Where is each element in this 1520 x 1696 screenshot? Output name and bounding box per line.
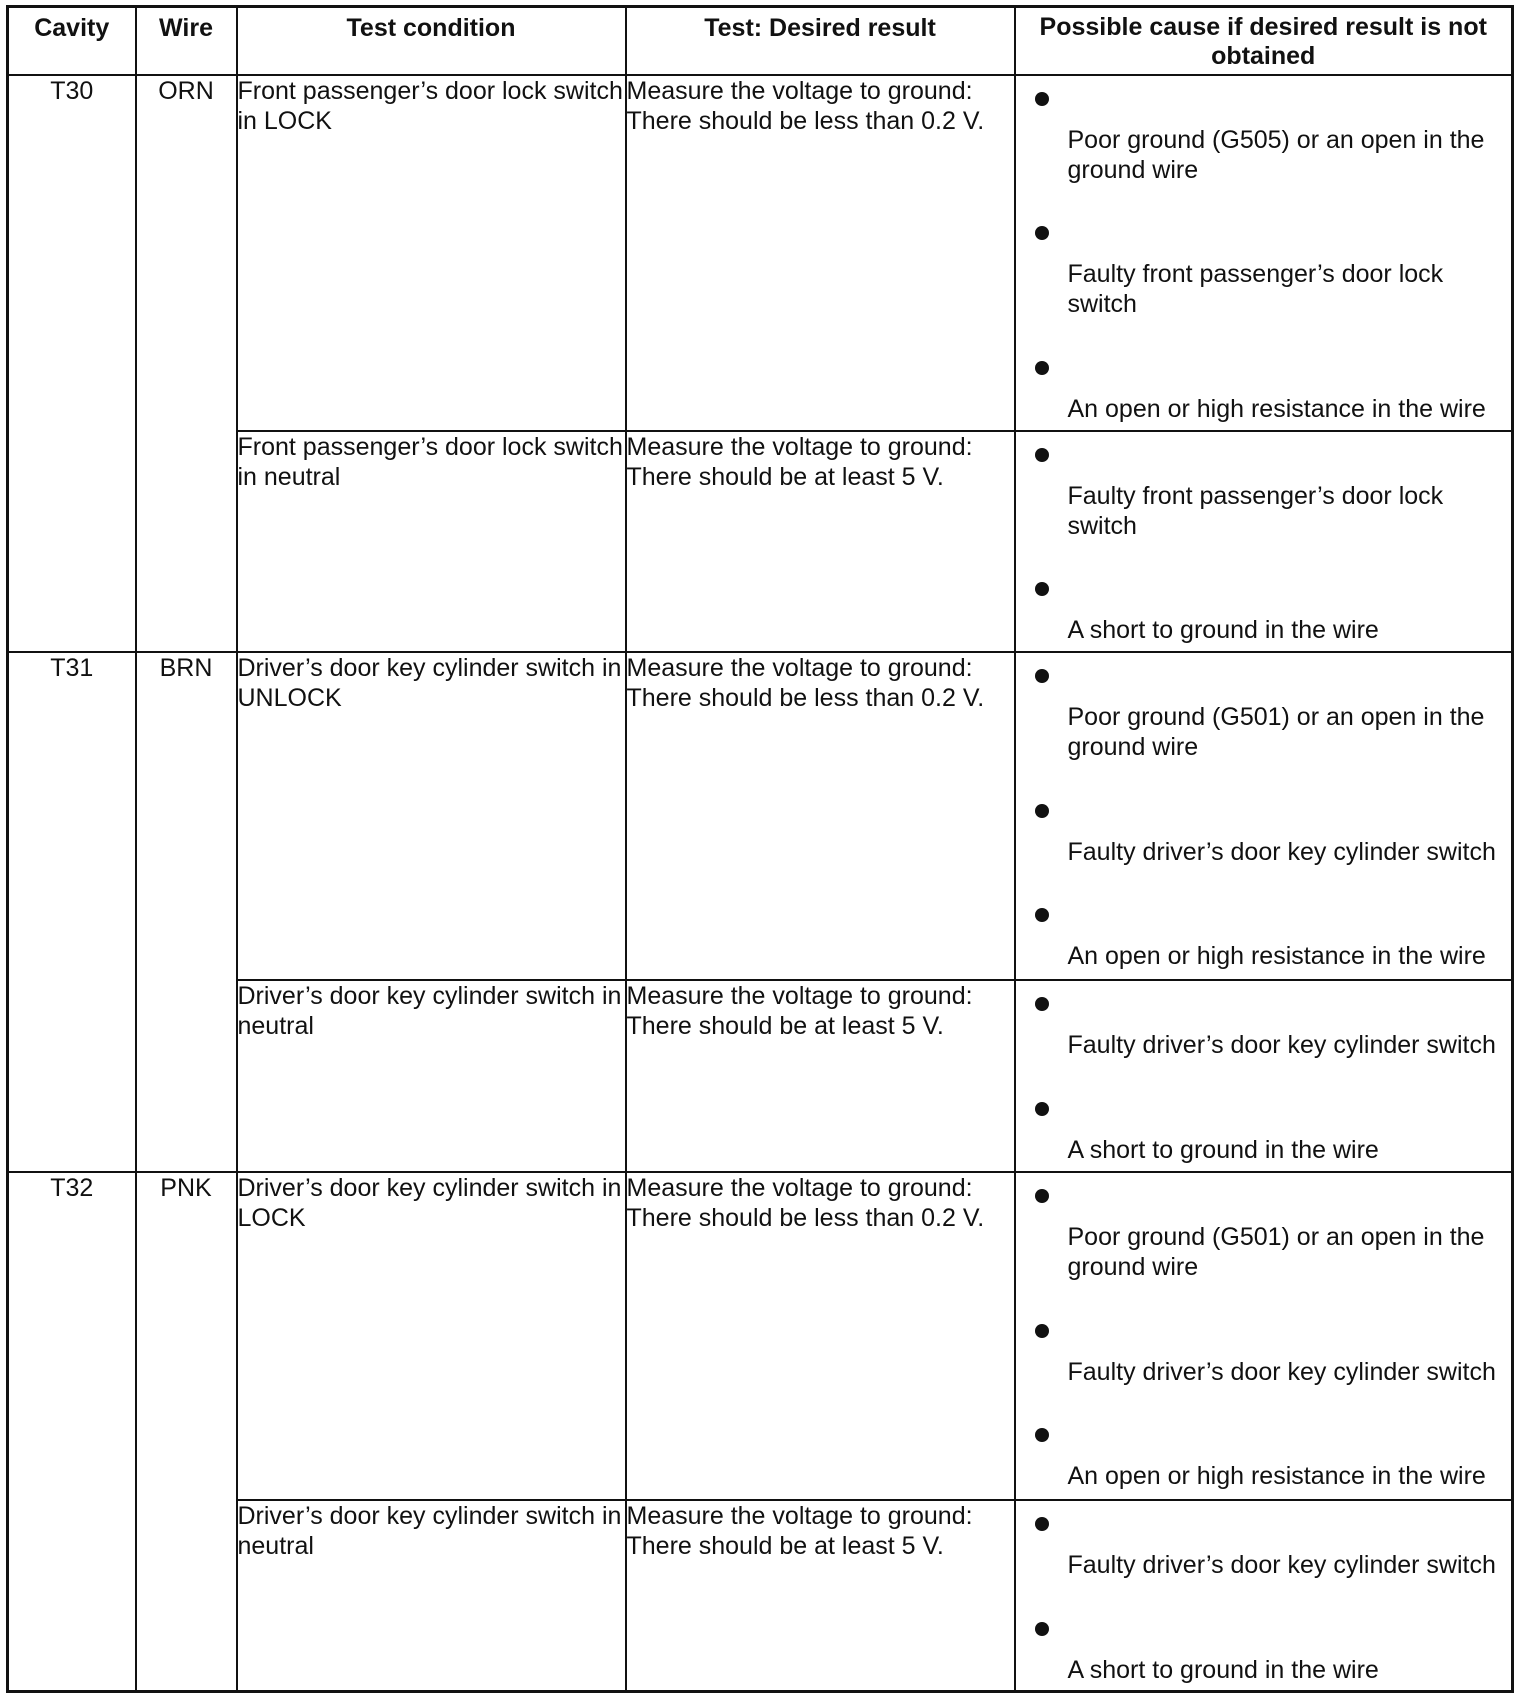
cause-item [1016,1308,1512,1387]
bullet-icon [1035,448,1049,462]
bullet-icon [1035,1102,1049,1116]
wire-cell: BRN [136,652,237,1172]
cause-list [1016,653,1512,979]
test-condition-cell: Driver’s door key cylinder switch in UNLOCK [237,652,626,980]
bullet-icon [1035,226,1049,240]
bullet-icon [1035,997,1049,1011]
bullet-icon [1035,1622,1049,1636]
cause-text: Faulty driver’s door key cylinder switch [1067,1357,1496,1386]
table-row [8,75,1513,431]
header-test-condition: Test condition [237,7,626,75]
cause-item [1016,1606,1512,1685]
header-cavity: Cavity [8,7,136,75]
desired-result-cell: Measure the voltage to ground: There should be less than 0.2 V. [626,1172,1015,1500]
bullet-icon [1035,582,1049,596]
header-row [8,7,1513,75]
wire-cell: PNK [136,1172,237,1692]
cause-text: An open or high resistance in the wire [1067,1461,1486,1490]
header-possible-cause: Possible cause if desired result is not obtained [1015,7,1513,75]
cause-text: Faulty driver’s door key cylinder switch [1067,1030,1496,1059]
bullet-icon [1035,908,1049,922]
table-header [8,7,1513,75]
table-row [8,652,1513,980]
header-desired-result: Test: Desired result [626,7,1015,75]
cause-item [1016,981,1512,1060]
cause-text: Poor ground (G501) or an open in the ground wire [1067,1222,1485,1281]
bullet-icon [1035,361,1049,375]
cavity-cell: T31 [8,652,136,1172]
cause-text: Faulty front passenger’s door lock switch [1067,259,1444,318]
cause-item [1016,1412,1512,1491]
bullet-icon [1035,1428,1049,1442]
cause-text: Faulty driver’s door key cylinder switch [1067,1550,1496,1579]
test-condition-cell: Driver’s door key cylinder switch in neutral [237,1500,626,1692]
test-condition-cell: Driver’s door key cylinder switch in neutral [237,980,626,1172]
cause-item [1016,566,1512,645]
cavity-cell: T32 [8,1172,136,1692]
possible-cause-cell [1015,75,1513,431]
cause-list [1016,1501,1512,1691]
possible-cause-cell [1015,980,1513,1172]
test-condition-cell: Front passenger’s door lock switch in neutral [237,431,626,652]
cause-text: Faulty front passenger’s door lock switch [1067,481,1444,540]
cause-item [1016,788,1512,867]
possible-cause-cell [1015,652,1513,980]
cause-list [1016,76,1512,430]
cause-list [1016,1173,1512,1499]
table-body [8,75,1513,1692]
cause-text: A short to ground in the wire [1067,1135,1379,1164]
cause-item [1016,653,1512,762]
test-condition-cell: Front passenger’s door lock switch in LOCK [237,75,626,431]
cause-item [1016,76,1512,185]
desired-result-cell: Measure the voltage to ground: There should be at least 5 V. [626,431,1015,652]
possible-cause-cell [1015,431,1513,652]
cause-text: Faulty driver’s door key cylinder switch [1067,837,1496,866]
bullet-icon [1035,1324,1049,1338]
cause-text: An open or high resistance in the wire [1067,941,1486,970]
bullet-icon [1035,92,1049,106]
desired-result-cell: Measure the voltage to ground: There should be at least 5 V. [626,980,1015,1172]
cause-item [1016,1501,1512,1580]
bullet-icon [1035,669,1049,683]
cause-item [1016,1086,1512,1165]
desired-result-cell: Measure the voltage to ground: There should be less than 0.2 V. [626,652,1015,980]
test-table [6,5,1514,1693]
bullet-icon [1035,804,1049,818]
bullet-icon [1035,1517,1049,1531]
cause-text: A short to ground in the wire [1067,1655,1379,1684]
header-wire: Wire [136,7,237,75]
cause-text: A short to ground in the wire [1067,615,1379,644]
cause-text: Poor ground (G505) or an open in the ground wire [1067,125,1485,184]
cause-item [1016,892,1512,971]
test-condition-cell: Driver’s door key cylinder switch in LOCK [237,1172,626,1500]
cause-text: An open or high resistance in the wire [1067,394,1486,423]
bullet-icon [1035,1189,1049,1203]
cause-text: Poor ground (G501) or an open in the ground wire [1067,702,1485,761]
cause-item [1016,432,1512,541]
cause-list [1016,432,1512,651]
desired-result-cell: Measure the voltage to ground: There should be less than 0.2 V. [626,75,1015,431]
possible-cause-cell [1015,1172,1513,1500]
cause-item [1016,345,1512,424]
cause-item [1016,1173,1512,1282]
cavity-cell: T30 [8,75,136,652]
desired-result-cell: Measure the voltage to ground: There should be at least 5 V. [626,1500,1015,1692]
possible-cause-cell [1015,1500,1513,1692]
table-row [8,1172,1513,1500]
cause-item [1016,210,1512,319]
wire-cell: ORN [136,75,237,652]
cause-list [1016,981,1512,1171]
